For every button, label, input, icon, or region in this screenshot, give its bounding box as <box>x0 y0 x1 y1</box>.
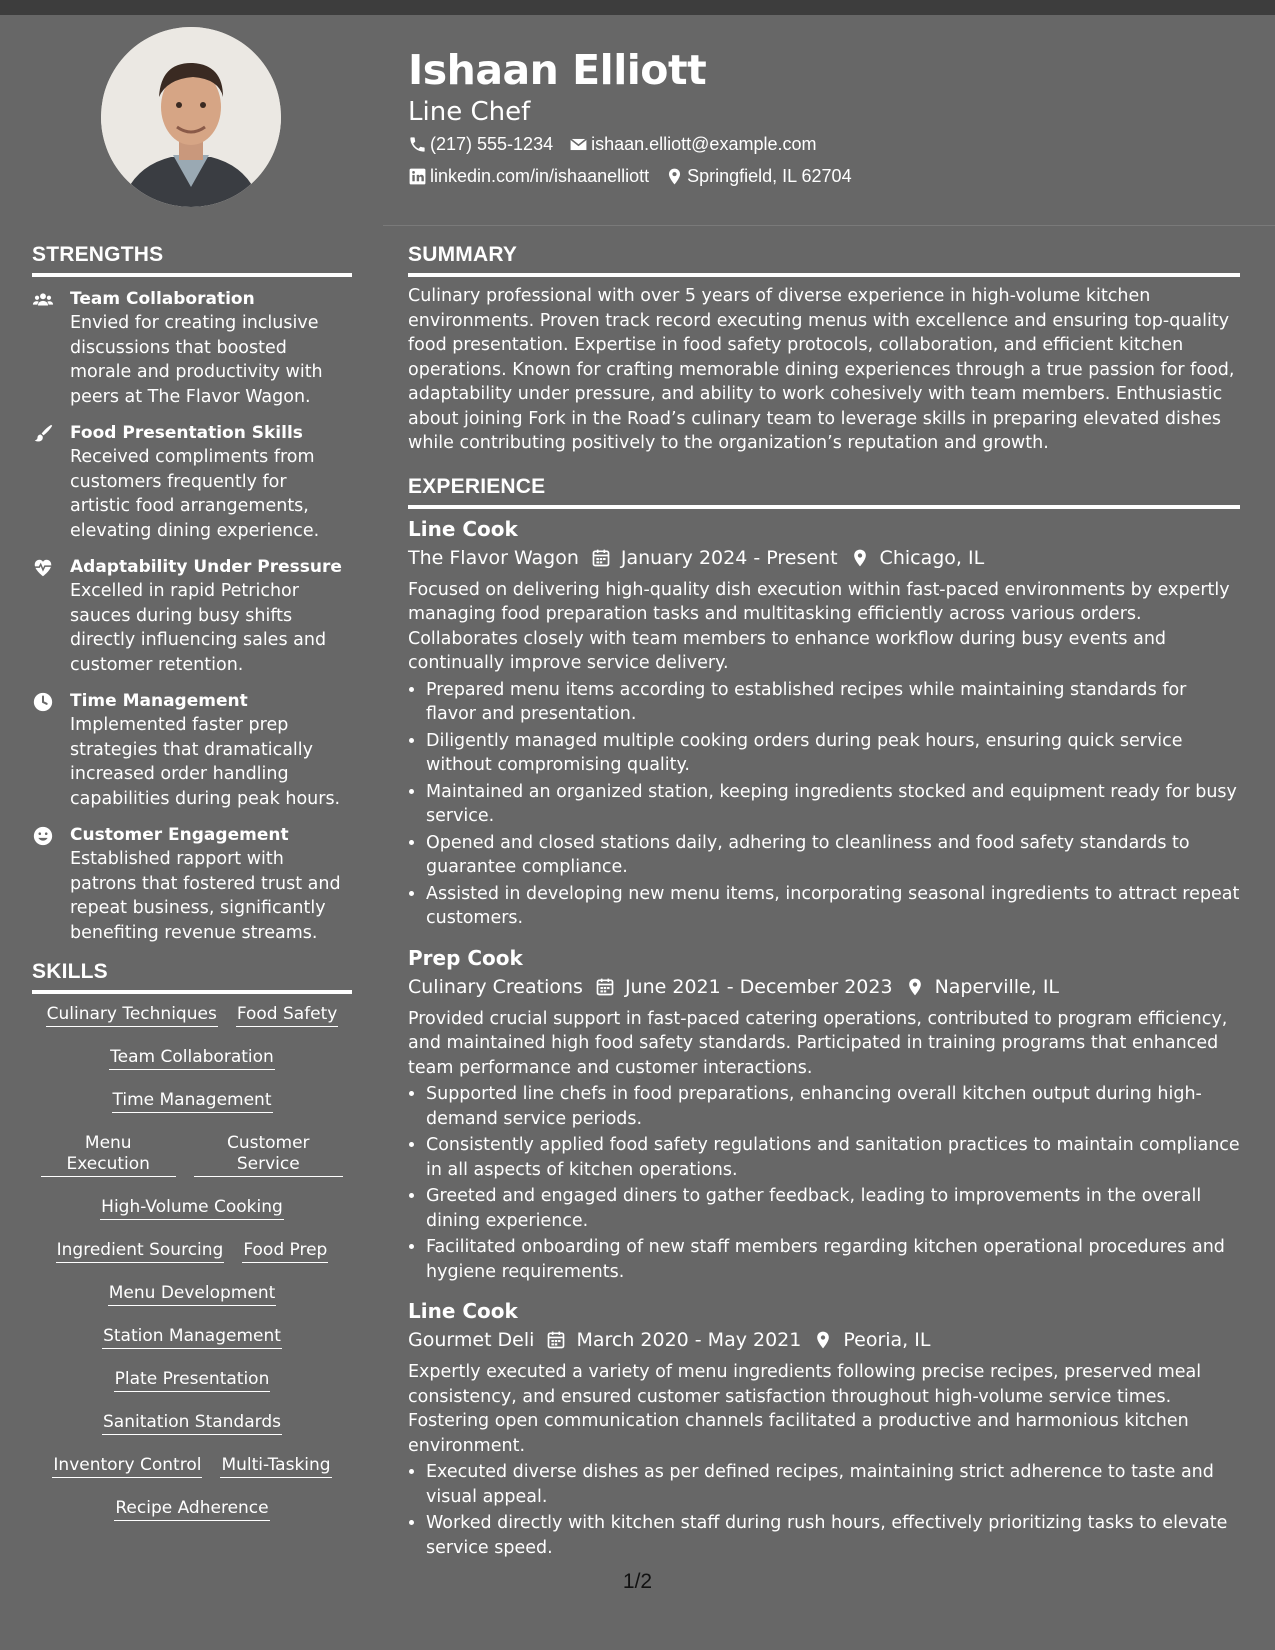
strengths-title: STRENGTHS <box>32 243 164 266</box>
skill-tag: Recipe Adherence <box>114 1498 269 1521</box>
skill-row <box>32 1197 352 1220</box>
map-pin-icon <box>850 548 870 568</box>
location-text: Springfield, IL 62704 <box>687 166 852 186</box>
linkedin-contact[interactable] <box>408 160 649 192</box>
map-pin-icon <box>813 1330 833 1350</box>
clock-icon <box>32 691 54 713</box>
skill-tag: Sanitation Standards <box>102 1412 282 1435</box>
linkedin-icon <box>408 167 427 186</box>
skill-tag: Station Management <box>102 1326 282 1349</box>
skill-tag: Food Safety <box>236 1004 339 1027</box>
strength-desc: Implemented faster prep strategies that dramatically increased order handling capabilities during peak hours. <box>70 715 341 809</box>
skill-tag: Culinary Techniques <box>46 1004 218 1027</box>
contact-row-2 <box>408 160 1238 192</box>
strengths-rule <box>32 273 352 277</box>
strength-title: Adaptability Under Pressure <box>70 557 342 577</box>
job-bullet: • Opened and closed stations daily, adhering to cleanliness and food safety standards to guarantee compliance. <box>426 831 1240 880</box>
skill-tag: Team Collaboration <box>109 1047 275 1070</box>
job-bullet: • Executed diverse dishes as per defined recipes, maintaining strict adherence to taste and visual appeal. <box>426 1460 1240 1509</box>
skill-row <box>32 1326 352 1349</box>
skill-row <box>32 1283 352 1306</box>
job-entry <box>408 516 1240 931</box>
job-description: Focused on delivering high-quality dish execution within fast-paced environments by expertly managing food preparation tasks and multitasking efficiently across various orders. Collaborates closely with team members to enhance workflow during busy events and continually improve service delivery. <box>408 579 1230 673</box>
skill-tag: High-Volume Cooking <box>100 1197 284 1220</box>
calendar-icon <box>595 977 615 997</box>
phone-text: (217) 555-1234 <box>430 134 554 154</box>
email-icon <box>569 135 588 154</box>
calendar-icon <box>546 1330 566 1350</box>
job-bullet: • Prepared menu items according to established recipes while maintaining standards for flavor and presentation. <box>426 678 1240 727</box>
skill-row <box>32 1047 352 1070</box>
job-title: Line Cook <box>408 516 518 541</box>
header <box>408 40 1238 192</box>
job-dates: March 2020 - May 2021 <box>576 1329 802 1351</box>
smile-icon <box>32 825 54 847</box>
strength-item <box>32 823 352 945</box>
strength-desc: Excelled in rapid Petrichor sauces during busy shifts directly influencing sales and customer retention. <box>70 581 327 675</box>
skill-tag: Menu Execution <box>41 1133 176 1177</box>
job-dates: January 2024 - Present <box>620 546 838 569</box>
top-bar <box>0 0 1275 15</box>
job-description: Provided crucial support in fast-paced catering operations, contributed to program efficiency, and maintained high food safety standards. Participated in training programs that enhanced team performance and customer interactions. <box>408 1008 1228 1078</box>
strength-title: Food Presentation Skills <box>70 423 303 443</box>
skill-tag: Multi-Tasking <box>220 1455 331 1478</box>
location-contact <box>665 160 851 192</box>
experience-title: EXPERIENCE <box>408 474 546 498</box>
map-pin-icon <box>905 977 925 997</box>
strength-title: Time Management <box>70 691 248 711</box>
skills-title: SKILLS <box>32 960 108 983</box>
job-location: Peoria, IL <box>843 1329 931 1351</box>
strength-item <box>32 555 352 677</box>
job-meta <box>408 542 1240 574</box>
job-location: Chicago, IL <box>879 546 985 569</box>
main-content <box>408 240 1240 1574</box>
candidate-role: Line Chef <box>408 97 531 127</box>
job-meta <box>408 1324 1240 1356</box>
skill-row <box>32 1004 352 1027</box>
people-icon <box>32 289 54 311</box>
strength-title: Team Collaboration <box>70 289 255 309</box>
map-pin-icon <box>665 167 684 186</box>
phone-contact[interactable] <box>408 128 553 160</box>
job-bullet: • Consistently applied food safety regulations and sanitation practices to maintain compliance in all aspects of kitchen operations. <box>426 1133 1240 1182</box>
job-dates: June 2021 - December 2023 <box>624 975 893 998</box>
email-contact[interactable] <box>569 128 816 160</box>
brush-icon <box>32 423 54 445</box>
job-bullets <box>408 1082 1240 1284</box>
profile-photo-image <box>101 27 281 207</box>
calendar-icon <box>591 548 611 568</box>
skill-row <box>32 1090 352 1113</box>
job-entry <box>408 1298 1240 1560</box>
skill-row <box>32 1133 352 1177</box>
skill-tag: Time Management <box>112 1090 273 1113</box>
job-bullets <box>408 1460 1240 1560</box>
skill-row <box>32 1369 352 1392</box>
summary-title: SUMMARY <box>408 243 518 266</box>
skill-tag: Inventory Control <box>52 1455 202 1478</box>
job-bullet: • Facilitated onboarding of new staff members regarding kitchen operational procedures and hygiene requirements. <box>426 1235 1240 1284</box>
job-title: Prep Cook <box>408 945 523 970</box>
skill-tag: Customer Service <box>194 1133 343 1177</box>
strength-item <box>32 689 352 811</box>
strength-item <box>32 421 352 543</box>
job-bullet: • Assisted in developing new menu items, incorporating seasonal ingredients to attract repeat customers. <box>426 882 1240 931</box>
job-bullet: • Supported line chefs in food preparations, enhancing overall kitchen output during high-demand service periods. <box>426 1082 1240 1131</box>
header-divider <box>383 225 1275 226</box>
job-description: Expertly executed a variety of menu ingredients following precise recipes, preserved meal consistency, and ensured customer satisfaction throughout high-volume service times. Fostering open communication channels facilitated a productive and harmonious kitchen environment. <box>408 1362 1202 1456</box>
sidebar <box>32 240 352 1541</box>
job-company: Culinary Creations <box>408 975 583 998</box>
job-bullet: • Maintained an organized station, keeping ingredients stocked and equipment ready for busy service. <box>426 780 1240 829</box>
job-bullets <box>408 678 1240 931</box>
job-bullet: • Diligently managed multiple cooking orders during peak hours, ensuring quick service without compromising quality. <box>426 729 1240 778</box>
strength-desc: Envied for creating inclusive discussions that boosted morale and productivity with peers at The Flavor Wagon. <box>70 313 323 407</box>
job-company: The Flavor Wagon <box>408 546 579 569</box>
page-number: 1/2 <box>622 1570 653 1593</box>
skill-tag: Ingredient Sourcing <box>56 1240 225 1263</box>
strength-desc: Received compliments from customers frequently for artistic food arrangements, elevating dining experience. <box>70 447 320 541</box>
linkedin-text: linkedin.com/in/ishaanelliott <box>430 166 650 186</box>
heartbeat-icon <box>32 557 54 579</box>
skill-row <box>32 1412 352 1435</box>
experience-list <box>408 516 1240 1561</box>
phone-icon <box>408 135 427 154</box>
summary-rule <box>408 273 1240 277</box>
job-location: Naperville, IL <box>934 975 1060 998</box>
experience-rule <box>408 505 1240 509</box>
summary-text: Culinary professional with over 5 years of diverse experience in high-volume kitchen environments. Proven track record executing menus with excellence and ensuring top-quality food presentation. Expertise in food safety protocols, collaboration, and efficient kitchen operations. Known for crafting memorable dining experiences through a true passion for food, adaptability under pressure, and ability to work cohesively with team members. Enthusiastic about joining Fork in the Road’s culinary team to leverage skills in preparing elevated dishes while contributing positively to the organization’s reputation and growth. <box>408 286 1235 453</box>
job-entry <box>408 945 1240 1285</box>
skill-row <box>32 1455 352 1478</box>
strength-title: Customer Engagement <box>70 825 289 845</box>
skill-tag: Menu Development <box>108 1283 277 1306</box>
job-title: Line Cook <box>408 1299 518 1323</box>
skills-rule <box>32 990 352 994</box>
strength-item <box>32 287 352 409</box>
skill-row <box>32 1498 352 1521</box>
skill-tag: Plate Presentation <box>114 1369 271 1392</box>
job-company: Gourmet Deli <box>408 1329 535 1351</box>
strength-desc: Established rapport with patrons that fostered trust and repeat business, significantly benefiting revenue streams. <box>70 849 341 943</box>
job-bullet: • Greeted and engaged diners to gather feedback, leading to improvements in the overall dining experience. <box>426 1184 1240 1233</box>
profile-photo <box>101 27 281 207</box>
candidate-name: Ishaan Elliott <box>408 46 707 94</box>
skills-list <box>32 1004 352 1521</box>
skill-row <box>32 1240 352 1263</box>
job-meta <box>408 971 1240 1003</box>
contact-row-1 <box>408 128 1238 160</box>
skill-tag: Food Prep <box>242 1240 328 1263</box>
email-text: ishaan.elliott@example.com <box>591 134 817 154</box>
job-bullet: • Worked directly with kitchen staff during rush hours, effectively prioritizing tasks to elevate service speed. <box>426 1511 1240 1560</box>
